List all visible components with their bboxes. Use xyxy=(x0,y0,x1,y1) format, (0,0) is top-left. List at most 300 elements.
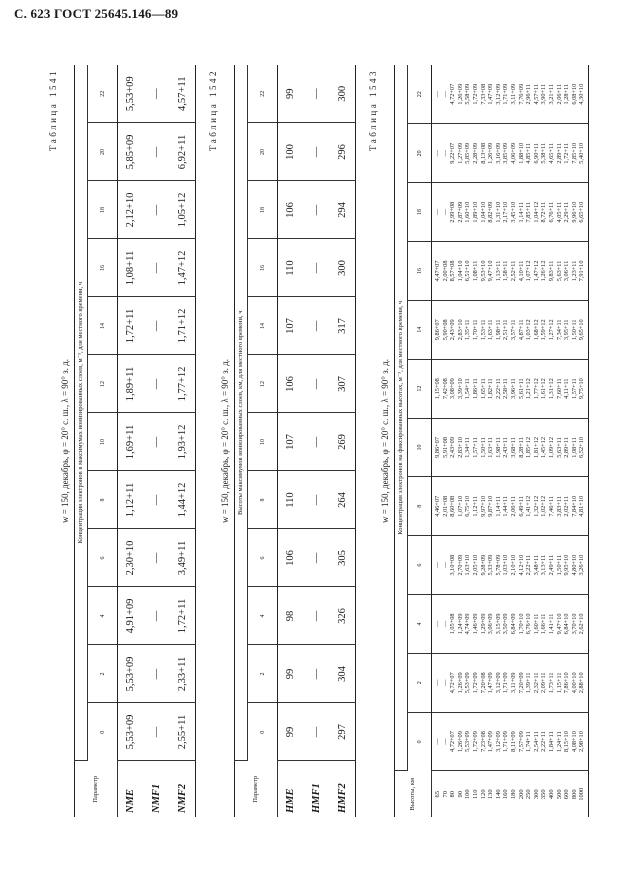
subtitle-row xyxy=(395,65,408,817)
table-cell: 1,77+12 xyxy=(170,355,196,413)
table-cell: 1,15+11 xyxy=(555,672,563,694)
table-cell: 3,11+09 xyxy=(509,672,517,694)
table-cell: 99 xyxy=(278,703,304,761)
table-cell: 4,05+11 xyxy=(555,201,563,223)
table-cell: 1,08+11 xyxy=(118,239,144,297)
table-cell: — xyxy=(434,679,441,686)
table-cell: 3,70+10 xyxy=(570,613,578,635)
table-cell: 9,65+10 xyxy=(578,319,586,341)
table-cell: 307 xyxy=(330,355,356,413)
table-cell: 1,60+10 xyxy=(464,201,472,223)
table-cell: 2,83+10 xyxy=(456,319,464,341)
table-cell: 3,26+10 xyxy=(578,554,586,576)
table-cell: 2,43+09 xyxy=(449,319,457,341)
table-cell: 1,59+12 xyxy=(540,319,548,341)
hour-header: 14 xyxy=(248,297,278,355)
table-cell: 1,15+08 xyxy=(434,378,441,400)
table-cell: 3,68+11 xyxy=(509,437,517,458)
table-cell: — xyxy=(304,297,330,355)
table-cell: 5,53+09 xyxy=(118,65,144,123)
table-cell: 98 xyxy=(278,587,304,645)
table-cell: 6,76+10 xyxy=(525,613,533,635)
table-cell: 4,72+07 xyxy=(449,672,457,694)
height-value: 600 xyxy=(563,789,571,800)
table-cell: — xyxy=(434,561,441,569)
table-cell: 2,96+11 xyxy=(525,83,533,105)
table-cell: 1,05+12 xyxy=(170,181,196,239)
table-cell: 9,28+09 xyxy=(479,554,487,576)
table-cell: 8,57+08 xyxy=(449,260,457,282)
table-title: w = 150, декабрь, φ = 20° с. ш., λ = 90° з. д. xyxy=(380,358,390,524)
height-value: 110 xyxy=(471,789,479,800)
table-cell: 2,12+10 xyxy=(118,181,144,239)
table-cell: 1,57+11 xyxy=(570,378,578,399)
table-cell: — xyxy=(144,123,170,181)
table-cell: 1,23+11 xyxy=(570,260,578,282)
table-cell: 4,72+07 xyxy=(449,83,457,105)
table-cell: 294 xyxy=(330,181,356,239)
table-cell: 1,47+09 xyxy=(487,731,495,753)
height-value: 120 xyxy=(479,789,487,800)
hour-column xyxy=(432,242,589,301)
table-cell: 300 xyxy=(330,65,356,123)
table-cell: 1,03+10 xyxy=(502,554,510,576)
hour-column xyxy=(432,65,589,124)
hour-header: 20 xyxy=(408,124,432,183)
table-cell: 2,22+11 xyxy=(540,731,548,752)
hour-header: 16 xyxy=(248,239,278,297)
table-cell: 4,12+10 xyxy=(517,554,525,576)
hour-header: 18 xyxy=(408,183,432,242)
table-cell: 1,45+12 xyxy=(540,437,548,458)
table-cell: 5,91+08 xyxy=(441,437,449,458)
table-cell: 9,22+07 xyxy=(449,142,457,164)
table-row xyxy=(330,65,356,817)
table-cell: 106 xyxy=(278,181,304,239)
table-cell: — xyxy=(441,679,449,686)
table-cell: 1,47+12 xyxy=(170,239,196,297)
table-cell: 1,32+12 xyxy=(532,495,540,517)
table-cell: 2,05+10 xyxy=(471,554,479,576)
table-cell: 5,63+11 xyxy=(555,260,563,282)
table-cell: 9,47+10 xyxy=(555,613,563,635)
height-value: 130 xyxy=(487,789,495,800)
table-cell: 4,30+10 xyxy=(578,83,586,105)
table-cell: 2,49+11 xyxy=(547,554,555,576)
height-value: 500 xyxy=(555,789,563,800)
table-cell: 9,86+07 xyxy=(434,319,441,341)
table-cell: 2,43+09 xyxy=(449,437,457,458)
table-cell: 1,72+09 xyxy=(471,83,479,105)
hour-header: 22 xyxy=(88,65,118,123)
table-cell: 1,89+10 xyxy=(471,201,479,223)
table-cell: 2,06+11 xyxy=(555,83,563,105)
height-value: 200 xyxy=(517,789,525,800)
table-cell: 317 xyxy=(330,297,356,355)
table-subtitle: Концентрация электронов на фиксированных высотах, м⁻³, для местного времени, ч xyxy=(395,65,408,771)
table-cell: 106 xyxy=(278,529,304,587)
table-cell: 1,14+11 xyxy=(517,201,525,223)
height-value: 65 xyxy=(434,791,441,798)
table-cell: 1,26+09 xyxy=(487,142,495,164)
table-cell: 1,24+11 xyxy=(555,731,563,752)
table-cell: 9,75+10 xyxy=(578,378,586,400)
table-cell: 1,72+09 xyxy=(471,731,479,753)
table-cell: 1,21+12 xyxy=(525,378,533,400)
table-cell: 4,87+11 xyxy=(517,319,525,341)
table-cell: — xyxy=(144,413,170,471)
height-value: 350 xyxy=(540,789,548,800)
hour-header: 8 xyxy=(408,477,432,536)
table-cell: — xyxy=(304,645,330,703)
table-cell: 1,28+11 xyxy=(563,83,571,105)
table-cell: 2,70+09 xyxy=(456,554,464,576)
table-cell: 8,60+08 xyxy=(449,495,457,517)
table-cell: 1,39+11 xyxy=(525,672,533,694)
table-cell: 3,12+09 xyxy=(494,731,502,753)
hour-header: 10 xyxy=(408,418,432,477)
table-cell: 1,93+12 xyxy=(170,413,196,471)
table-cell: 2,10+10 xyxy=(509,554,517,576)
table-cell: 1,03+12 xyxy=(525,319,533,341)
table-cell: 6,84+09 xyxy=(509,613,517,635)
table-cell: 5,85+09 xyxy=(464,142,472,164)
table-row xyxy=(118,65,144,817)
hours-row xyxy=(408,65,432,817)
table-cell: 2,30+10 xyxy=(118,529,144,587)
table-cell: — xyxy=(304,355,330,413)
hours-row xyxy=(88,65,118,817)
table-cell: — xyxy=(441,91,449,98)
height-value: 300 xyxy=(532,789,540,800)
table-cell: 1,31+10 xyxy=(494,201,502,223)
table-cell: 1,98+11 xyxy=(494,437,502,458)
table-cell: 3,21+11 xyxy=(547,83,555,105)
hour-header: 4 xyxy=(408,595,432,654)
param-header: Параметр xyxy=(235,761,278,817)
table-cell: 1,35+11 xyxy=(464,319,472,341)
table-cell: — xyxy=(144,703,170,761)
table-cell: — xyxy=(304,703,330,761)
hour-header: 12 xyxy=(88,355,118,413)
table-cell: 6,51+10 xyxy=(464,260,472,282)
table-cell: 5,40+10 xyxy=(578,142,586,164)
table-cell: 1,63+10 xyxy=(464,554,472,576)
table-cell: — xyxy=(144,65,170,123)
table-cell: 7,86+10 xyxy=(563,672,571,694)
table-cell: 3,83+11 xyxy=(555,495,563,517)
hour-header: 20 xyxy=(88,123,118,181)
table-cell: 2,83+10 xyxy=(456,437,464,458)
table-cell: 1,68+12 xyxy=(532,319,540,341)
table-cell: 7,84+10 xyxy=(570,495,578,517)
table-cell: 2,89+11 xyxy=(555,142,563,164)
table-cell: 2,43+11 xyxy=(502,437,510,458)
table-cell: 1,31+12 xyxy=(547,378,555,400)
hour-header: 4 xyxy=(88,587,118,645)
table-cell: — xyxy=(304,123,330,181)
table-cell: 2,17+10 xyxy=(502,201,510,223)
table-cell: 2,22+11 xyxy=(494,378,502,399)
param-header: Высоты, км xyxy=(395,771,432,817)
height-value: 250 xyxy=(525,789,533,800)
table-cell: 4,11+11 xyxy=(563,378,571,399)
table-cell: 1,66+11 xyxy=(540,613,548,635)
table-cell: 300 xyxy=(330,239,356,297)
table-cell: 1,41+12 xyxy=(525,495,533,517)
table-cell: 9,97+10 xyxy=(479,495,487,517)
table-cell: 1,71+09 xyxy=(502,731,510,753)
hour-header: 0 xyxy=(408,712,432,771)
table-cell: 2,87+09 xyxy=(456,201,464,223)
table-cell: 5,53+09 xyxy=(118,645,144,703)
table-cell: 1,41+11 xyxy=(547,613,555,635)
table-cell: — xyxy=(144,239,170,297)
hour-header: 6 xyxy=(88,529,118,587)
table-cell: 8,72+11 xyxy=(540,201,548,223)
table-cell: 1,47+09 xyxy=(487,83,495,105)
table-cell: 297 xyxy=(330,703,356,761)
table-cell: 7,34+11 xyxy=(555,319,563,341)
table-title: w = 150, декабрь, φ = 20° с. ш., λ = 90° з. д. xyxy=(220,358,230,524)
table-cell: — xyxy=(304,413,330,471)
table-cell: — xyxy=(441,561,449,569)
table-cell: 1,63+11 xyxy=(487,319,495,341)
table-cell: — xyxy=(304,587,330,645)
table-cell: 1,98+11 xyxy=(494,319,502,341)
table-cell: 1,50+11 xyxy=(555,554,563,576)
table-cell: 3,50+09 xyxy=(502,613,510,635)
table-cell: 264 xyxy=(330,471,356,529)
table-cell: 3,57+11 xyxy=(509,319,517,341)
table-cell: 1,46+09 xyxy=(471,613,479,635)
hour-header: 0 xyxy=(88,703,118,761)
table-cell: 2,88+10 xyxy=(578,672,586,694)
table-cell: 2,55+11 xyxy=(170,703,196,761)
table-cell: 4,06+09 xyxy=(509,142,517,164)
hour-header: 12 xyxy=(408,359,432,418)
height-value: 140 xyxy=(494,789,502,800)
table-cell: 1,72+11 xyxy=(563,142,571,164)
table-cell: 5,90+08 xyxy=(441,319,449,341)
table-cell: 1,84+11 xyxy=(547,731,555,752)
table-cell: 1,71+09 xyxy=(502,83,510,105)
table-cell: 1,88+10 xyxy=(517,142,525,164)
height-value: 1000 xyxy=(578,787,586,801)
table-cell: 7,20+08 xyxy=(479,672,487,694)
table-row xyxy=(278,65,304,817)
table-cell: — xyxy=(304,181,330,239)
table-cell: 3,39+10 xyxy=(456,378,464,400)
table-cell: 6,08+10 xyxy=(570,83,578,105)
table-cell: 1,08+11 xyxy=(570,437,578,458)
table-cell: 1,26+09 xyxy=(456,672,464,694)
table-cell: 4,72+07 xyxy=(449,731,457,753)
table-cell: 1,07+10 xyxy=(456,495,464,517)
table-title: w = 150, декабрь, φ = 20° с. ш., λ = 90° з. д. xyxy=(60,358,70,524)
table-cell: 1,85+12 xyxy=(525,437,533,458)
table-cell: — xyxy=(434,150,441,157)
table-cell: 1,72+11 xyxy=(118,297,144,355)
hour-header: 6 xyxy=(248,529,278,587)
table-cell: 305 xyxy=(330,529,356,587)
table-1542 xyxy=(234,65,356,817)
table-cell: 1,72+11 xyxy=(170,587,196,645)
hour-header: 18 xyxy=(248,181,278,239)
table-row xyxy=(304,65,330,817)
table-cell: 6,76+11 xyxy=(547,201,555,223)
hour-header: 4 xyxy=(248,587,278,645)
table-cell: 1,47+09 xyxy=(487,672,495,694)
table-cell: — xyxy=(434,208,441,216)
table-row xyxy=(144,65,170,817)
table-cell: 6,90+11 xyxy=(532,142,540,164)
table-cell: 3,48+11 xyxy=(532,554,540,576)
table-cell: 2,51+11 xyxy=(502,319,510,341)
table-cell: 6,75+10 xyxy=(464,495,472,517)
table-cell: 7,46+11 xyxy=(547,495,555,517)
table-cell: 5,53+09 xyxy=(118,703,144,761)
param-name: HMF1 xyxy=(311,783,322,813)
table-cell: 269 xyxy=(330,413,356,471)
table-cell: 2,54+11 xyxy=(532,731,540,752)
table-cell: 3,90+11 xyxy=(540,83,548,105)
table-cell: 3,10+08 xyxy=(449,554,457,576)
table-cell: — xyxy=(304,471,330,529)
table-cell: 2,89+11 xyxy=(563,437,571,458)
table-cell: — xyxy=(304,239,330,297)
hour-column xyxy=(432,595,589,654)
table-cell: 100 xyxy=(278,123,304,181)
table-cell: 9,83+11 xyxy=(547,260,555,282)
height-value: 90 xyxy=(456,791,464,798)
table-cell: 3,15+09 xyxy=(494,613,502,635)
param-header: Параметр xyxy=(75,761,118,817)
hour-column xyxy=(432,653,589,712)
table-cell: 1,47+12 xyxy=(532,260,540,282)
table-cell: 7,42+08 xyxy=(441,378,449,400)
hours-row xyxy=(248,65,278,817)
height-value: 180 xyxy=(509,789,517,800)
table-cell: — xyxy=(434,620,441,628)
hour-header: 8 xyxy=(248,471,278,529)
table-cell: 106 xyxy=(278,355,304,413)
table-row xyxy=(170,65,196,817)
table-cell: — xyxy=(441,738,449,745)
table-cell: 4,57+11 xyxy=(532,83,540,105)
table-label: Таблица 1542 xyxy=(208,69,218,151)
table-1543 xyxy=(394,65,589,817)
param-name: HMF2 xyxy=(336,783,348,813)
table-cell: 1,71+09 xyxy=(502,672,510,694)
table-cell: 8,82+09 xyxy=(487,201,495,223)
table-cell: 8,13+08 xyxy=(479,142,487,164)
table-cell: 2,28+09 xyxy=(471,142,479,164)
table-cell: 1,12+11 xyxy=(471,495,479,517)
table-cell: 5,33+09 xyxy=(487,554,495,576)
table-body-row xyxy=(432,65,589,817)
table-cell: 6,92+11 xyxy=(170,123,196,181)
table-cell: 6,65+10 xyxy=(578,201,586,223)
table-cell: 1,13+11 xyxy=(494,260,502,282)
table-label: Таблица 1541 xyxy=(48,69,58,151)
table-cell: — xyxy=(434,738,441,745)
table-cell: 1,69+11 xyxy=(118,413,144,471)
height-value: 70 xyxy=(441,791,449,798)
table-cell: 107 xyxy=(278,413,304,471)
table-cell: — xyxy=(434,91,441,98)
table-cell: 1,58+11 xyxy=(502,260,510,282)
table-cell: 4,65+11 xyxy=(547,142,555,164)
table-cell: 2,62+10 xyxy=(578,613,586,635)
table-cell: 1,81+12 xyxy=(532,437,540,458)
table-cell: 3,06+11 xyxy=(563,260,571,282)
table-cell: 1,14+11 xyxy=(494,495,502,517)
table-cell: 1,61+12 xyxy=(540,378,548,400)
table-cell: 4,10+11 xyxy=(517,260,525,282)
table-cell: 6,84+10 xyxy=(563,613,571,635)
table-cell: 110 xyxy=(278,471,304,529)
table-cell: 4,46+07 xyxy=(434,495,441,517)
height-value: 100 xyxy=(464,789,472,800)
height-value: 400 xyxy=(547,789,555,800)
table-cell: 99 xyxy=(278,65,304,123)
table-cell: 2,52+11 xyxy=(509,260,517,282)
table-cell: 5,61+11 xyxy=(517,378,525,399)
table-cell: 1,72+09 xyxy=(471,672,479,694)
table-cell: 1,07+12 xyxy=(525,260,533,282)
table-cell: 1,04+12 xyxy=(532,201,540,223)
table-cell: 3,96+11 xyxy=(509,378,517,399)
table-cell: 1,26+09 xyxy=(456,731,464,753)
table-cell: 1,26+09 xyxy=(456,83,464,105)
table-cell: 4,81+10 xyxy=(578,495,586,517)
table-cell: 2,29+11 xyxy=(563,201,571,223)
table-cell: 8,11+09 xyxy=(509,731,517,752)
table-cell: 1,54+11 xyxy=(464,378,472,399)
table-cell: 7,85+10 xyxy=(570,142,578,164)
table-cell: 5,58+09 xyxy=(464,83,472,105)
hour-column xyxy=(432,359,589,418)
table-cell: 3,16+09 xyxy=(494,142,502,164)
hour-column xyxy=(432,712,589,771)
table-cell: 1,63+11 xyxy=(487,437,495,458)
table-cell: 99 xyxy=(278,645,304,703)
table-cell: 4,74+09 xyxy=(464,613,472,635)
table-subtitle: Концентрация электронов в максимумах ионизированных слоев, м⁻³, для местного времени, ч xyxy=(75,65,88,761)
table-cell: 2,98+10 xyxy=(578,731,586,753)
height-value: 160 xyxy=(502,789,510,800)
table-cell: 7,20+09 xyxy=(517,672,525,694)
table-cell: 4,47+07 xyxy=(434,260,441,282)
table-cell: 1,50+11 xyxy=(570,319,578,341)
table-cell: 326 xyxy=(330,587,356,645)
table-cell: 7,91+10 xyxy=(578,260,586,282)
table-cell: 1,34+11 xyxy=(464,437,472,458)
table-cell: 1,73+11 xyxy=(547,672,555,694)
table-cell: — xyxy=(144,529,170,587)
table-cell: 1,24+09 xyxy=(456,613,464,635)
table-cell: 5,85+09 xyxy=(118,123,144,181)
table-cell: 296 xyxy=(330,123,356,181)
hour-header: 14 xyxy=(408,300,432,359)
rotated-tables-area xyxy=(48,65,628,817)
hour-header: 2 xyxy=(248,645,278,703)
table-cell: 1,86+11 xyxy=(471,378,479,399)
table-cell: 1,57+11 xyxy=(471,437,479,458)
table-cell: 1,02+12 xyxy=(540,495,548,517)
table-cell: 8,15+10 xyxy=(563,731,571,753)
